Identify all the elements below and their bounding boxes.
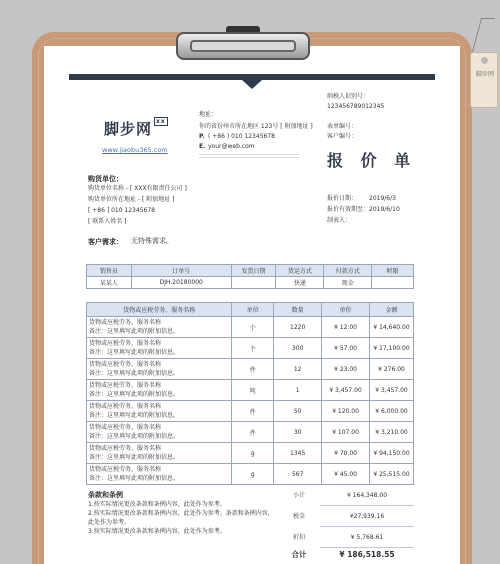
col-header: 发货日期	[231, 265, 276, 277]
item-name: 货物或应税劳务、服务名称	[89, 445, 162, 452]
col-header: 付款方式	[324, 265, 372, 277]
item-amount: ¥ 14,640.00	[370, 317, 414, 338]
buyer-line: 购货单位所在地址 - [ 附加地址 ]	[88, 196, 175, 203]
item-desc	[87, 317, 232, 338]
item-unit: 个	[232, 317, 274, 338]
total-value: ¥ 186,518.55	[320, 544, 414, 564]
preparer-label: 制表人：	[327, 217, 352, 224]
email-label: E.	[199, 143, 206, 150]
item-qty: 567	[274, 464, 322, 485]
item-amount: ¥ 17,100.00	[370, 338, 414, 359]
requirement-value: 无特殊需求。	[131, 237, 173, 245]
item-unit: 吨	[232, 380, 274, 401]
item-desc	[87, 380, 232, 401]
table-row	[87, 338, 414, 359]
logo-sup: xx	[156, 118, 166, 125]
buyer-heading: 购货单位：	[88, 175, 123, 183]
table-row	[87, 317, 414, 338]
item-qty: 1	[274, 380, 322, 401]
form-no-label: 表单编号：	[327, 123, 358, 130]
item-desc	[87, 443, 232, 464]
item-name: 货物或应税劳务、服务名称	[89, 361, 162, 368]
item-price: ¥ 57.00	[322, 338, 370, 359]
col-header: 单位	[232, 303, 274, 317]
tax-label: 税金	[292, 513, 305, 520]
item-name: 货物或应税劳务、服务名称	[89, 340, 162, 347]
subtotal-value: ¥ 164,348.00	[320, 485, 414, 506]
tax-id-value: 123456789012345	[327, 103, 385, 110]
divider	[199, 154, 299, 155]
buyer-line: 购货单位名称 - [ XXX有限责任公司 ]	[88, 185, 187, 192]
buyer-line: [ +86 ] 010 12345678	[88, 207, 155, 214]
order-table	[86, 264, 414, 289]
clip-inner	[190, 40, 296, 52]
col-header: 销售员	[87, 265, 132, 277]
item-price: ¥ 23.00	[322, 359, 370, 380]
col-header: 订单号	[131, 265, 231, 277]
page-title: 报 价 单	[327, 151, 417, 170]
terms-line: 此处作为参考。	[88, 519, 131, 526]
item-desc	[87, 401, 232, 422]
hang-tag	[470, 52, 498, 108]
discount-label: 折扣	[292, 534, 305, 541]
col-header: 货物或应税劳务、服务名称	[87, 303, 232, 317]
tax-value: ¥27,939.16	[320, 506, 414, 527]
item-unit: g	[232, 464, 274, 485]
quotation-sheet	[44, 46, 460, 564]
buyer-line: [ 联系人姓名 ]	[88, 218, 127, 225]
item-price: ¥ 70.00	[322, 443, 370, 464]
item-desc	[87, 422, 232, 443]
item-note: 备注：这里填写此项的附加信息。	[89, 433, 180, 440]
requirement-label: 客户需求：	[88, 238, 123, 246]
item-name: 货物或应税劳务、服务名称	[89, 403, 162, 410]
tag-string	[471, 18, 495, 56]
tax-row	[284, 506, 414, 527]
items-table	[86, 302, 414, 485]
item-name: 货物或应税劳务、服务名称	[89, 319, 162, 326]
valid-until-value: 2019/6/10	[369, 206, 400, 213]
customer-no-label: 客户编号：	[327, 133, 358, 140]
terms-line: 2.按实际情况更改条款和条例内容，此处作为参考。条款和条例内容，	[88, 510, 274, 517]
item-amount: ¥ 3,457.00	[370, 380, 414, 401]
email-value: your@web.com	[208, 143, 255, 150]
order-cell	[231, 277, 276, 289]
order-cell: 快递	[276, 277, 324, 289]
item-amount: ¥ 276.00	[370, 359, 414, 380]
item-qty: 300	[274, 338, 322, 359]
item-name: 货物或应税劳务、服务名称	[89, 424, 162, 431]
table-row	[87, 443, 414, 464]
subtotal-row	[284, 485, 414, 506]
company-logo	[104, 118, 168, 139]
tax-id-label: 纳税人识别号：	[327, 93, 370, 100]
col-header: 时限	[372, 265, 414, 277]
terms-line: 3.按实际情况更改条款和条例内容，此处作为参考。	[88, 528, 226, 535]
col-header: 单价	[322, 303, 370, 317]
address-label: 地址：	[199, 111, 218, 118]
item-desc	[87, 359, 232, 380]
item-note: 备注：这里填写此项的附加信息。	[89, 328, 180, 335]
clipboard-clip	[176, 26, 310, 66]
tag-hole	[481, 57, 488, 64]
col-header: 数量	[274, 303, 322, 317]
item-price: ¥ 45.00	[322, 464, 370, 485]
item-desc	[87, 464, 232, 485]
item-note: 备注：这里填写此项的附加信息。	[89, 412, 180, 419]
quote-date-label: 报价日期：	[327, 195, 358, 202]
terms-line: 1.按实际情况更改条款和条例内容，此处作为参考。	[88, 501, 226, 508]
item-amount: ¥ 94,150.00	[370, 443, 414, 464]
item-price: ¥ 12.00	[322, 317, 370, 338]
top-bar-pointer	[242, 80, 262, 89]
item-note: 备注：这里填写此项的附加信息。	[89, 370, 180, 377]
item-note: 备注：这里填写此项的附加信息。	[89, 391, 180, 398]
item-unit: 个	[232, 338, 274, 359]
item-price: ¥ 120.00	[322, 401, 370, 422]
table-row	[87, 359, 414, 380]
phone-value: ( +86 ) 010 12345678	[208, 133, 275, 140]
order-cell: DJH.20180000	[131, 277, 231, 289]
subtotal-label: 小计	[292, 492, 305, 499]
item-price: ¥ 3,457.00	[322, 380, 370, 401]
item-qty: 50	[274, 401, 322, 422]
item-name: 货物或应税劳务、服务名称	[89, 382, 162, 389]
quote-date-value: 2019/6/3	[369, 195, 396, 202]
item-unit: 件	[232, 401, 274, 422]
item-amount: ¥ 25,515.00	[370, 464, 414, 485]
item-unit: 件	[232, 359, 274, 380]
total-label: 合计	[291, 550, 307, 559]
item-note: 备注：这里填写此项的附加信息。	[89, 349, 180, 356]
tag-text: 脚步网	[475, 71, 494, 78]
discount-value: ¥ 5,768.61	[320, 527, 414, 548]
items-body	[87, 317, 414, 485]
address-value: 你的省份州市所在地区 123号 [ 附加地址 ]	[199, 123, 313, 130]
logo-text: 脚步网	[104, 120, 153, 138]
phone-label: P.	[199, 133, 205, 140]
item-name: 货物或应税劳务、服务名称	[89, 466, 162, 473]
table-row	[87, 422, 414, 443]
order-cell: 某某人	[87, 277, 132, 289]
item-price: ¥ 107.00	[322, 422, 370, 443]
item-desc	[87, 338, 232, 359]
item-note: 备注：这里填写此项的附加信息。	[89, 475, 180, 482]
valid-until-label: 报价有效期至：	[327, 206, 370, 213]
order-cell: 现金	[324, 277, 372, 289]
table-row	[87, 464, 414, 485]
item-note: 备注：这里填写此项的附加信息。	[89, 454, 180, 461]
item-amount: ¥ 6,000.00	[370, 401, 414, 422]
item-qty: 1345	[274, 443, 322, 464]
item-qty: 30	[274, 422, 322, 443]
item-qty: 1220	[274, 317, 322, 338]
total-row	[284, 544, 414, 564]
order-cell	[372, 277, 414, 289]
col-header: 货运方式	[276, 265, 324, 277]
table-row	[87, 401, 414, 422]
divider	[199, 157, 299, 158]
table-row	[87, 380, 414, 401]
item-unit: 件	[232, 422, 274, 443]
item-qty: 12	[274, 359, 322, 380]
website-link[interactable]: www.jiaobu365.com	[102, 146, 168, 154]
col-header: 金额	[370, 303, 414, 317]
item-unit: g	[232, 443, 274, 464]
item-amount: ¥ 3,210.00	[370, 422, 414, 443]
terms-heading: 条款和条例	[88, 491, 123, 499]
